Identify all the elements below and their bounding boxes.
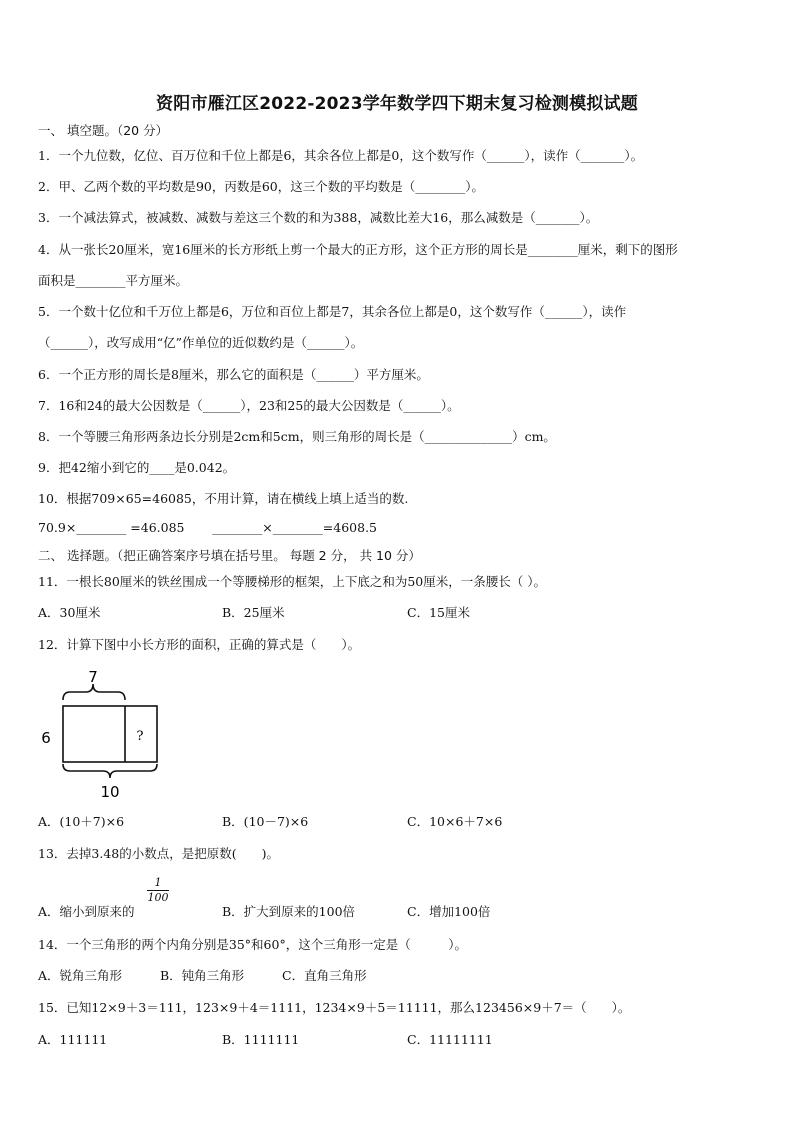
- question-11: 11．一根长80厘米的铁丝围成一个等腰梯形的框架，上下底之和为50厘米，一条腰长（ ）。: [38, 574, 546, 589]
- q11-option-b: B．25厘米: [222, 605, 285, 620]
- top-brace: [63, 684, 125, 700]
- q13-option-c: C．增加100倍: [407, 904, 491, 919]
- question-4-line-1: 4．从一张长20厘米，宽16厘米的长方形纸上剪一个最大的正方形，这个正方形的周长是________厘米，剩下的图形: [38, 242, 678, 257]
- question-9: 9．把42缩小到它的____是0.042。: [38, 460, 236, 475]
- q12-option-a: A．(10＋7)×6: [38, 814, 125, 829]
- question-5-line-2: （______），改写成用“亿”作单位的近似数约是（______）。: [38, 335, 364, 350]
- question-4-line-2: 面积是________平方厘米。: [38, 273, 189, 288]
- question-10: 10．根据709×65=46085，不用计算，请在横线上填上适当的数.: [38, 491, 409, 506]
- question-3: 3．一个减法算式，被减数、减数与差这三个数的和为388，减数比差大16，那么减数是（_______）。: [38, 210, 599, 225]
- question-12: 12．计算下图中小长方形的面积，正确的算式是（ ）。: [38, 637, 361, 652]
- q12-option-b: B．(10－7)×6: [222, 814, 309, 829]
- question-5-line-1: 5．一个数十亿位和千万位上都是6，万位和百位上都是7，其余各位上都是0，这个数写作（______），读作: [38, 304, 627, 319]
- rectangle-diagram: [36, 662, 166, 804]
- q11-option-c: C．15厘米: [407, 605, 470, 620]
- bottom-length-label: 10: [100, 783, 120, 801]
- q15-option-c: C．11111111: [407, 1032, 493, 1047]
- q14-option-c: C．直角三角形: [282, 968, 367, 983]
- q14-option-a: A．锐角三角形: [38, 968, 123, 983]
- question-6: 6．一个正方形的周长是8厘米，那么它的面积是（______）平方厘米。: [38, 367, 429, 382]
- q13-option-a: A．缩小到原来的: [38, 904, 135, 919]
- bottom-brace: [63, 764, 157, 778]
- question-1: 1．一个九位数，亿位、百万位和千位上都是6，其余各位上都是0，这个数写作（______），读作（_______）。: [38, 148, 644, 163]
- q14-option-b: B．钝角三角形: [160, 968, 245, 983]
- left-width-label: 6: [41, 729, 51, 747]
- question-10-blanks: 70.9×________ =46.085 ________×________=4608.5: [38, 520, 377, 535]
- q12-option-c: C．10×6＋7×6: [407, 814, 503, 829]
- question-7: 7．16和24的最大公因数是（______），23和25的最大公因数是（______）。: [38, 398, 460, 413]
- question-14: 14．一个三角形的两个内角分别是35°和60°，这个三角形一定是（ ）。: [38, 937, 467, 952]
- fraction-one-hundredth: [147, 876, 169, 905]
- top-length-label: 7: [88, 668, 98, 686]
- q15-option-a: A．111111: [38, 1032, 108, 1047]
- section-heading-fill-blank: 一、 填空题。（20 分）: [38, 123, 169, 138]
- section-heading-multiple-choice: 二、 选择题。（把正确答案序号填在括号里。 每题 2 分， 共 10 分）: [38, 548, 421, 563]
- page-title: 资阳市雁江区2022-2023学年数学四下期末复习检测模拟试题: [156, 94, 638, 114]
- question-13: 13．去掉3.48的小数点，是把原数( )。: [38, 846, 279, 861]
- fraction-numerator: 1: [154, 876, 162, 889]
- question-8: 8．一个等腰三角形两条边长分别是2cm和5cm，则三角形的周长是（______________）cm。: [38, 429, 556, 444]
- unknown-mark: ?: [136, 729, 144, 744]
- question-2: 2．甲、乙两个数的平均数是90，丙数是60，这三个数的平均数是（________）。: [38, 179, 485, 194]
- question-15: 15．已知12×9＋3＝111，123×9＋4＝1111，1234×9＋5＝11111，那么123456×9＋7＝（ ）。: [38, 1000, 631, 1015]
- q15-option-b: B．1111111: [222, 1032, 300, 1047]
- q11-option-a: A．30厘米: [38, 605, 101, 620]
- q13-option-b: B．扩大到原来的100倍: [222, 904, 356, 919]
- fraction-denominator: 100: [147, 891, 169, 904]
